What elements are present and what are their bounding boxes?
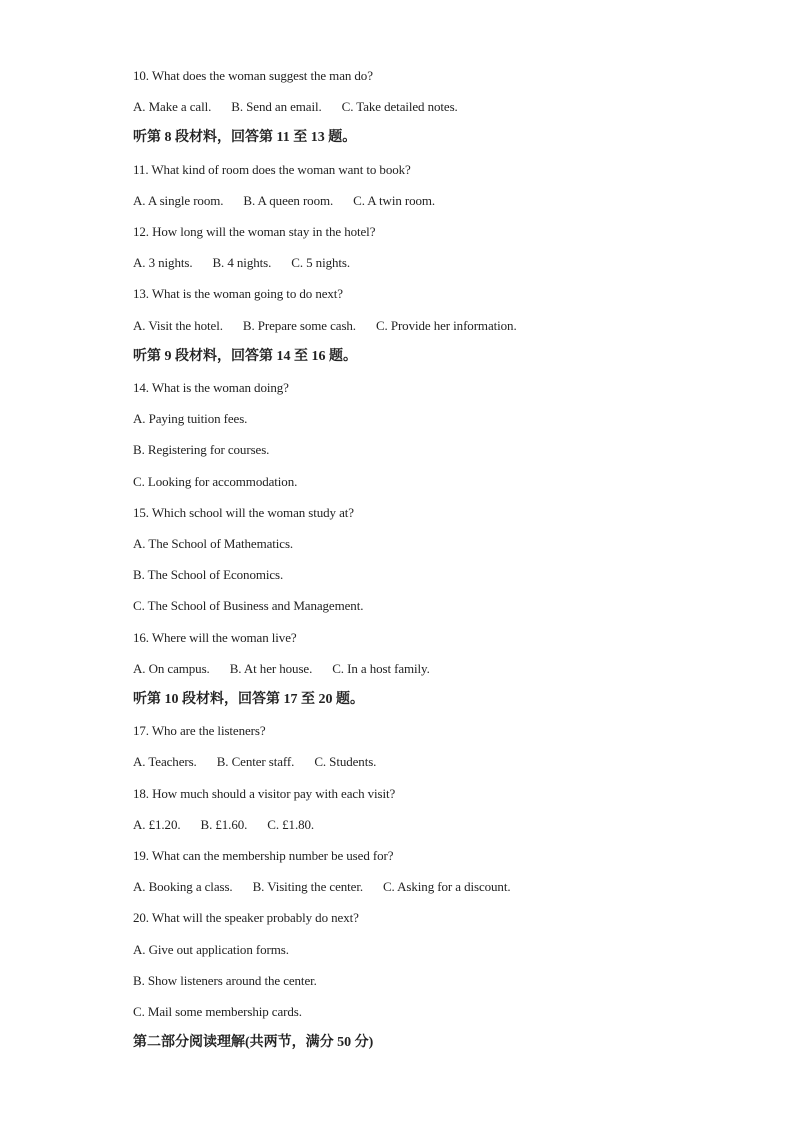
- answer-option: C. A twin room.: [353, 192, 436, 208]
- question-text: 19. What can the membership number be used for?: [133, 848, 394, 863]
- answer-option: C. 5 nights.: [291, 255, 351, 271]
- question-text: 11. What kind of room does the woman want to book?: [133, 161, 411, 177]
- answer-option: C. Looking for accommodation.: [133, 473, 298, 489]
- answer-option: A. The School of Mathematics.: [133, 536, 294, 551]
- answer-option: B. The School of Economics.: [133, 567, 284, 583]
- answer-option: A. Visit the hotel.: [133, 317, 223, 333]
- answer-option: A. Make a call.: [133, 99, 212, 115]
- answer-option: C. Asking for a discount.: [382, 879, 511, 895]
- answer-option: B. Send an email.: [231, 99, 322, 115]
- answer-option: A. Booking a class.: [133, 879, 233, 895]
- answer-options-row: [133, 193, 435, 209]
- answer-option: A. 3 nights.: [133, 255, 193, 271]
- answer-option: B. £1.60.: [200, 816, 248, 832]
- question-text: 16. Where will the woman live?: [133, 629, 297, 645]
- answer-options-row: [133, 879, 510, 895]
- answer-option: A. £1.20.: [133, 816, 181, 832]
- answer-option: B. A queen room.: [243, 192, 334, 208]
- answer-option: A. Teachers.: [133, 754, 197, 770]
- answer-options-row: [133, 99, 458, 115]
- answer-options-row: [133, 661, 430, 677]
- answer-option: B. Show listeners around the center.: [133, 972, 317, 988]
- question-text: 15. Which school will the woman study at?: [133, 504, 354, 520]
- question-text: 13. What is the woman going to do next?: [133, 286, 343, 302]
- answer-option: B. Visiting the center.: [252, 879, 363, 895]
- answer-option: C. Take detailed notes.: [341, 99, 458, 115]
- answer-option: B. At her house.: [229, 660, 313, 676]
- answer-option: C. The School of Business and Management.: [133, 598, 364, 614]
- question-text: 14. What is the woman doing?: [133, 380, 289, 395]
- answer-option: B. 4 nights.: [212, 255, 272, 271]
- answer-option: A. On campus.: [133, 660, 210, 676]
- answer-option: C. £1.80.: [267, 816, 315, 832]
- answer-option: B. Center staff.: [216, 754, 295, 770]
- question-text: 17. Who are the listeners?: [133, 723, 266, 739]
- answer-option: A. Give out application forms.: [133, 941, 289, 957]
- section-heading: 听第 10 段材料，回答第 17 至 20 题。: [133, 692, 364, 707]
- answer-option: C. Students.: [314, 754, 377, 770]
- answer-option: B. Prepare some cash.: [242, 317, 356, 333]
- question-text: 10. What does the woman suggest the man do?: [133, 68, 373, 83]
- answer-option: C. Mail some membership cards.: [133, 1004, 302, 1019]
- answer-option: B. Registering for courses.: [133, 442, 270, 458]
- answer-options-row: [133, 255, 350, 271]
- answer-options-row: [133, 754, 376, 770]
- section-heading: 第二部分阅读理解(共两节，满分 50 分): [133, 1035, 374, 1051]
- answer-options-row: [133, 318, 517, 334]
- question-text: 18. How much should a visitor pay with each visit?: [133, 785, 396, 801]
- question-text: 12. How long will the woman stay in the hotel?: [133, 224, 376, 239]
- answer-option: A. Paying tuition fees.: [133, 411, 248, 427]
- section-heading: 听第 9 段材料，回答第 14 至 16 题。: [133, 348, 357, 364]
- answer-option: C. In a host family.: [332, 660, 430, 676]
- section-heading: 听第 8 段材料，回答第 11 至 13 题。: [133, 130, 357, 146]
- question-text: 20. What will the speaker probably do next?: [133, 910, 359, 926]
- answer-option: C. Provide her information.: [375, 317, 517, 333]
- answer-option: A. A single room.: [133, 192, 224, 208]
- answer-options-row: [133, 817, 314, 833]
